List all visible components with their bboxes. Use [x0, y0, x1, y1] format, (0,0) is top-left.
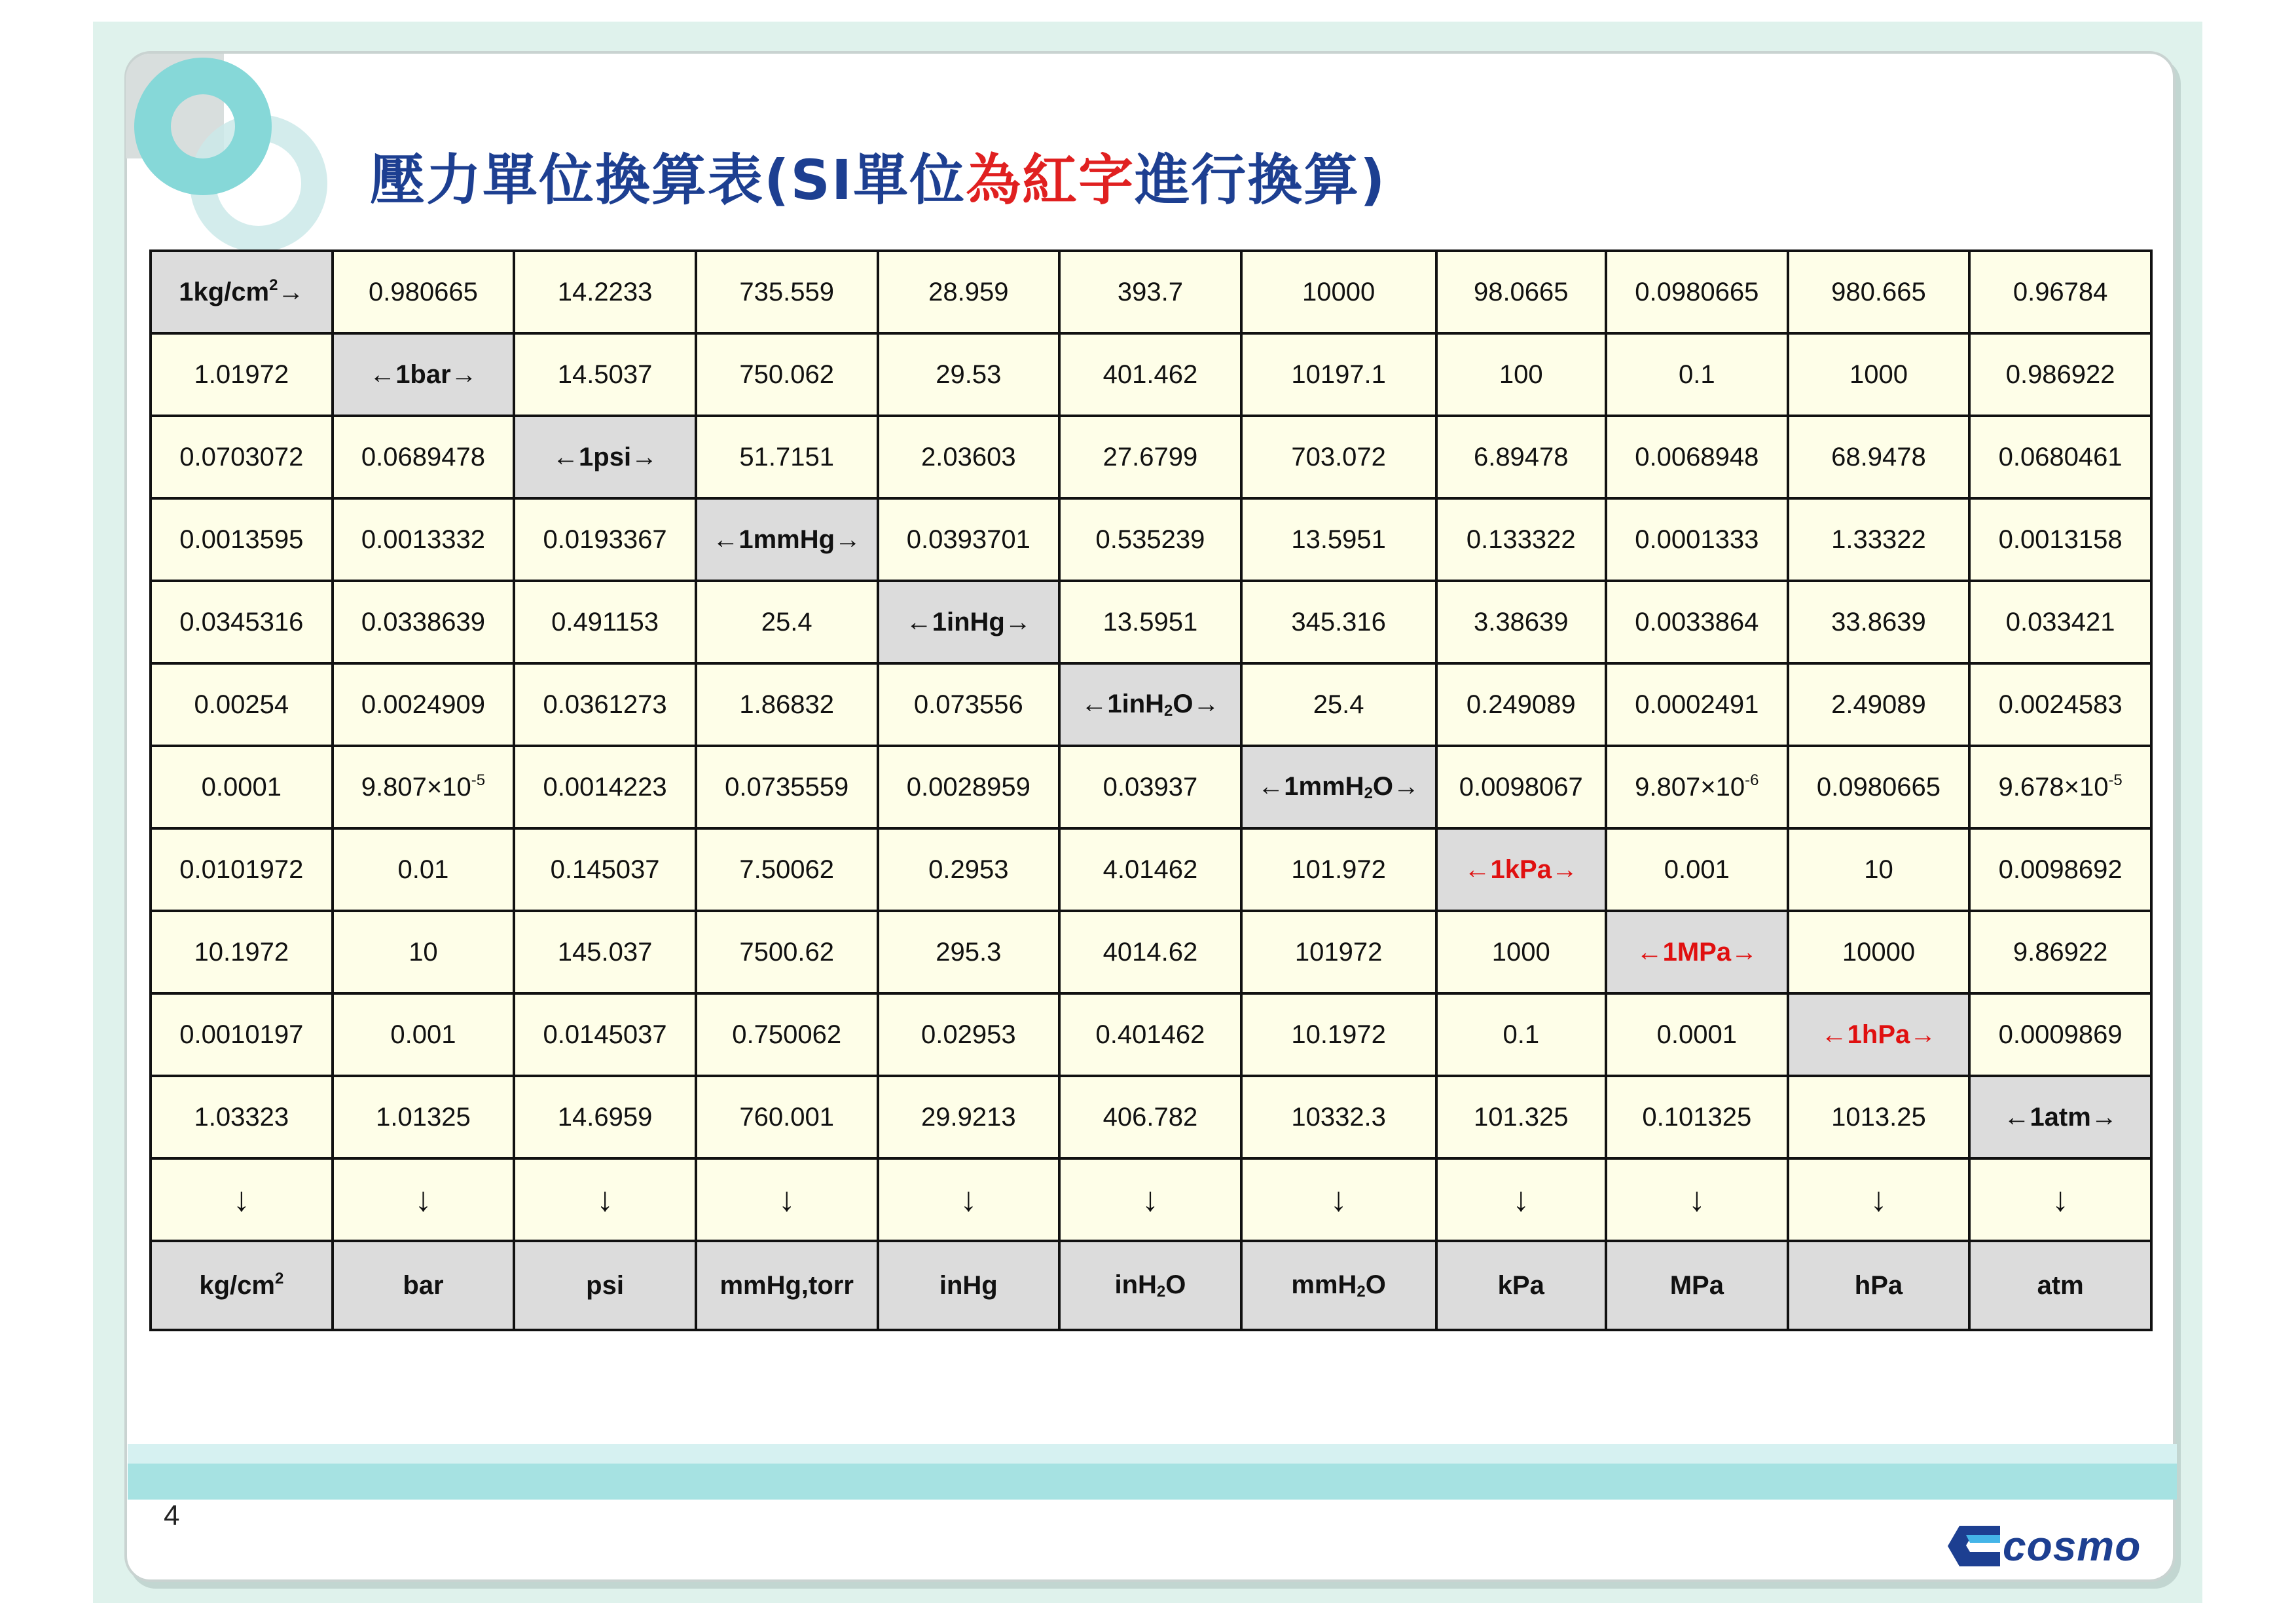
table-cell: 0.00254 [151, 663, 333, 746]
table-cell: 145.037 [514, 911, 696, 993]
table-cell: 735.559 [696, 251, 878, 333]
table-cell: 4014.62 [1059, 911, 1241, 993]
table-cell: 0.133322 [1436, 498, 1607, 581]
table-cell: 0.0338639 [333, 581, 515, 663]
table-cell: 13.5951 [1059, 581, 1241, 663]
table-cell: 10.1972 [1241, 993, 1436, 1076]
table-cell: 10197.1 [1241, 333, 1436, 416]
table-cell: 0.145037 [514, 828, 696, 911]
table-cell: 0.1 [1606, 333, 1788, 416]
down-arrow-icon: ↓ [151, 1158, 333, 1241]
table-cell: 0.01 [333, 828, 515, 911]
table-cell: 0.0680461 [1969, 416, 2151, 498]
table-row [151, 333, 2151, 416]
down-arrow-icon: ↓ [1436, 1158, 1607, 1241]
table-row [151, 993, 2151, 1076]
table-cell: 703.072 [1241, 416, 1436, 498]
table-cell: 6.89478 [1436, 416, 1607, 498]
table-cell: 10000 [1788, 911, 1970, 993]
table-cell: 25.4 [696, 581, 878, 663]
down-arrow-icon: ↓ [878, 1158, 1060, 1241]
table-cell: 98.0665 [1436, 251, 1607, 333]
table-cell: $9.807\times 10^{-5}$ [333, 746, 515, 828]
table-cell: ←1inHg→ [878, 581, 1060, 663]
table-cell: 0.0098067 [1436, 746, 1607, 828]
table-cell: 9.86922 [1969, 911, 2151, 993]
table-row [151, 746, 2151, 828]
table-row [151, 498, 2151, 581]
table-cell: ←1bar→ [333, 333, 515, 416]
table-cell: 0.0013158 [1969, 498, 2151, 581]
table-cell: 1.86832 [696, 663, 878, 746]
unit-label: bar [333, 1241, 515, 1330]
page-title [370, 136, 1387, 215]
table-cell: 101972 [1241, 911, 1436, 993]
unit-label: inH2O [1059, 1241, 1241, 1330]
table-cell: 0.0001333 [1606, 498, 1788, 581]
footer-band-light [128, 1444, 2177, 1464]
table-cell: 29.9213 [878, 1076, 1060, 1158]
table-cell: 0.750062 [696, 993, 878, 1076]
table-cell: 13.5951 [1241, 498, 1436, 581]
table-cell: 0.001 [1606, 828, 1788, 911]
table-cell: 0.0010197 [151, 993, 333, 1076]
unit-label: hPa [1788, 1241, 1970, 1330]
unit-label: psi [514, 1241, 696, 1330]
table-cell: 14.6959 [514, 1076, 696, 1158]
table-cell: 51.7151 [696, 416, 878, 498]
table-cell: 0.2953 [878, 828, 1060, 911]
table-cell: 101.325 [1436, 1076, 1607, 1158]
table-cell: 1000 [1436, 911, 1607, 993]
unit-label: atm [1969, 1241, 2151, 1330]
table-row [151, 581, 2151, 663]
table-cell: 101.972 [1241, 828, 1436, 911]
table-cell: 7500.62 [696, 911, 878, 993]
table-cell: 0.401462 [1059, 993, 1241, 1076]
table-cell: 25.4 [1241, 663, 1436, 746]
table-cell: 2.49089 [1788, 663, 1970, 746]
table-cell: 4.01462 [1059, 828, 1241, 911]
unit-label: MPa [1606, 1241, 1788, 1330]
unit-label: inHg [878, 1241, 1060, 1330]
table-cell: 0.0980665 [1606, 251, 1788, 333]
table-cell: 3.38639 [1436, 581, 1607, 663]
table-cell: ←1hPa→ [1788, 993, 1970, 1076]
down-arrow-icon: ↓ [333, 1158, 515, 1241]
unit-header-row [151, 1241, 2151, 1330]
footer-band [128, 1464, 2177, 1500]
table-cell: 0.0735559 [696, 746, 878, 828]
table-cell: $9.807\times 10^{-6}$ [1606, 746, 1788, 828]
table-cell: 0.02953 [878, 993, 1060, 1076]
table-cell: 68.9478 [1788, 416, 1970, 498]
title-part-red: 為紅字 [966, 148, 1135, 212]
table-cell: 980.665 [1788, 251, 1970, 333]
table-cell: 0.1 [1436, 993, 1607, 1076]
down-arrow-icon: ↓ [1241, 1158, 1436, 1241]
table-cell: 2.03603 [878, 416, 1060, 498]
table-cell: 0.001 [333, 993, 515, 1076]
table-cell: 0.0101972 [151, 828, 333, 911]
table-cell: 27.6799 [1059, 416, 1241, 498]
unit-label: mmH2O [1241, 1241, 1436, 1330]
table-cell: 0.0393701 [878, 498, 1060, 581]
table-cell: 10 [1788, 828, 1970, 911]
cosmo-logo [1948, 1522, 2141, 1570]
table-cell: 295.3 [878, 911, 1060, 993]
arrow-row [151, 1158, 2151, 1241]
table-cell: 0.0361273 [514, 663, 696, 746]
table-cell: 7.50062 [696, 828, 878, 911]
down-arrow-icon: ↓ [696, 1158, 878, 1241]
table-cell: 1.01972 [151, 333, 333, 416]
table-cell: 0.96784 [1969, 251, 2151, 333]
table-cell: $1kg/cm^2\to$ [151, 251, 333, 333]
page-number: 4 [164, 1500, 180, 1532]
table-cell: 0.03937 [1059, 746, 1241, 828]
table-cell: 10.1972 [151, 911, 333, 993]
table-cell: 0.033421 [1969, 581, 2151, 663]
table-cell: 0.0028959 [878, 746, 1060, 828]
table-cell: 10 [333, 911, 515, 993]
unit-label: kPa [1436, 1241, 1607, 1330]
table-cell: ←1atm→ [1969, 1076, 2151, 1158]
table-cell: 0.0001 [1606, 993, 1788, 1076]
table-cell: 406.782 [1059, 1076, 1241, 1158]
table-row [151, 663, 2151, 746]
table-cell: 0.0980665 [1788, 746, 1970, 828]
table-cell: 0.0345316 [151, 581, 333, 663]
down-arrow-icon: ↓ [1606, 1158, 1788, 1241]
table-cell: 0.0068948 [1606, 416, 1788, 498]
table-cell: ←1kPa→ [1436, 828, 1607, 911]
table-cell: 0.101325 [1606, 1076, 1788, 1158]
table-cell: 760.001 [696, 1076, 878, 1158]
table-cell: 345.316 [1241, 581, 1436, 663]
table-cell: 0.0013332 [333, 498, 515, 581]
table-cell: $9.678\times 10^{-5}$ [1969, 746, 2151, 828]
table-cell: 0.491153 [514, 581, 696, 663]
table-cell: ←1mmH2O→ [1241, 746, 1436, 828]
table-cell: 0.0098692 [1969, 828, 2151, 911]
table-cell: 0.249089 [1436, 663, 1607, 746]
table-cell: 1013.25 [1788, 1076, 1970, 1158]
down-arrow-icon: ↓ [1788, 1158, 1970, 1241]
table-cell: 0.0014223 [514, 746, 696, 828]
table-cell: 33.8639 [1788, 581, 1970, 663]
table-row [151, 911, 2151, 993]
down-arrow-icon: ↓ [1059, 1158, 1241, 1241]
table-cell: 0.0145037 [514, 993, 696, 1076]
table-cell: 29.53 [878, 333, 1060, 416]
table-cell: 0.0024583 [1969, 663, 2151, 746]
table-cell: 0.0002491 [1606, 663, 1788, 746]
table-cell: 0.0013595 [151, 498, 333, 581]
table-cell: 0.0193367 [514, 498, 696, 581]
table-cell: 10000 [1241, 251, 1436, 333]
table-cell: ←1psi→ [514, 416, 696, 498]
table-cell: 750.062 [696, 333, 878, 416]
table-cell: 0.980665 [333, 251, 515, 333]
table-cell: 14.2233 [514, 251, 696, 333]
cosmo-logo-mark [1948, 1526, 2000, 1566]
table-row [151, 828, 2151, 911]
table-cell: 0.0001 [151, 746, 333, 828]
table-cell: 1.03323 [151, 1076, 333, 1158]
table-cell: 1.33322 [1788, 498, 1970, 581]
table-row [151, 251, 2151, 333]
table-cell: 1.01325 [333, 1076, 515, 1158]
table-cell: 0.0033864 [1606, 581, 1788, 663]
table-cell: 100 [1436, 333, 1607, 416]
unit-label: mmHg,torr [696, 1241, 878, 1330]
cosmo-logo-text: cosmo [2003, 1522, 2141, 1570]
table-cell: ←1inH2O→ [1059, 663, 1241, 746]
table-cell: 10332.3 [1241, 1076, 1436, 1158]
table-cell: 401.462 [1059, 333, 1241, 416]
title-part-1: 壓力單位換算表(SI單位 [370, 148, 966, 212]
table-row [151, 416, 2151, 498]
table-row [151, 1076, 2151, 1158]
table-cell: 0.073556 [878, 663, 1060, 746]
down-arrow-icon: ↓ [514, 1158, 696, 1241]
table-cell: 28.959 [878, 251, 1060, 333]
table-cell: 14.5037 [514, 333, 696, 416]
table-cell: 0.0703072 [151, 416, 333, 498]
pressure-conversion-table [149, 249, 2153, 1331]
table-cell: 0.0689478 [333, 416, 515, 498]
table-cell: ←1MPa→ [1606, 911, 1788, 993]
table-cell: 393.7 [1059, 251, 1241, 333]
table-cell: 1000 [1788, 333, 1970, 416]
table-cell: ←1mmHg→ [696, 498, 878, 581]
table-cell: 0.0024909 [333, 663, 515, 746]
unit-label: $kg/cm^2$ [151, 1241, 333, 1330]
table-cell: 0.535239 [1059, 498, 1241, 581]
table-cell: 0.986922 [1969, 333, 2151, 416]
table-cell: 0.0009869 [1969, 993, 2151, 1076]
down-arrow-icon: ↓ [1969, 1158, 2151, 1241]
ring-decoration-large [134, 58, 272, 195]
title-part-3: 進行換算) [1135, 148, 1387, 212]
